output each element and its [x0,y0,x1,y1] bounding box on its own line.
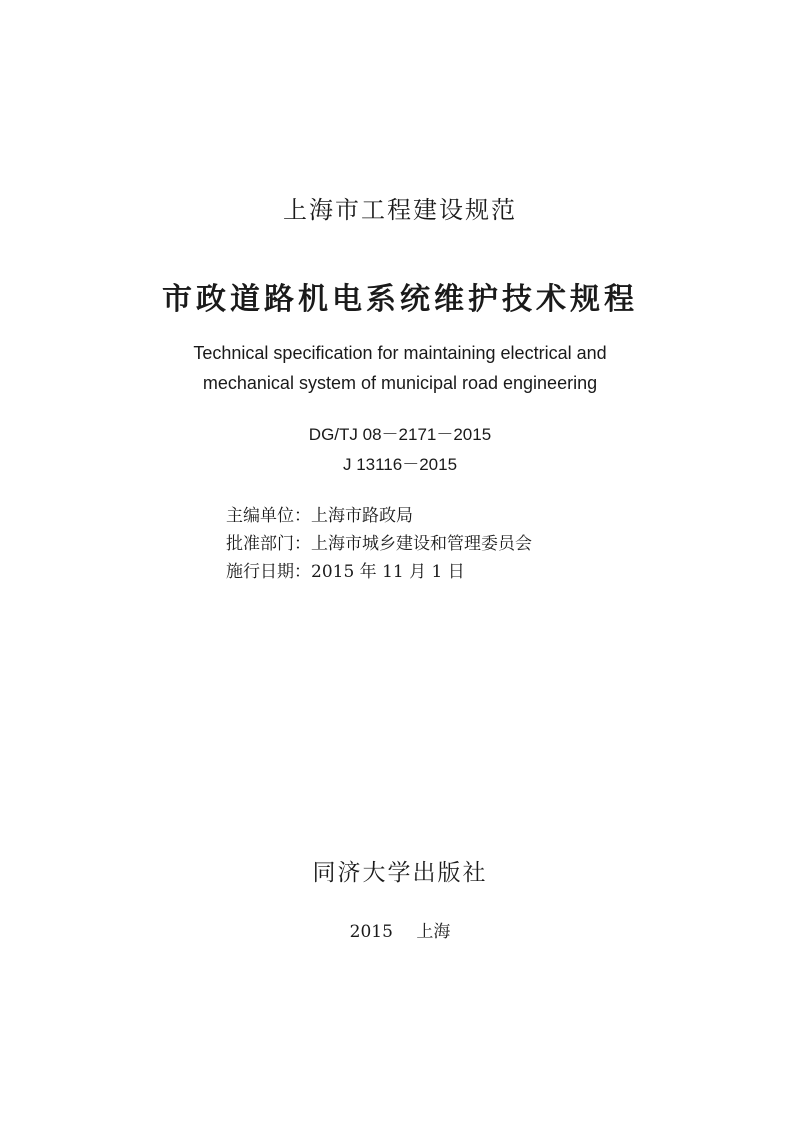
english-title [0,338,800,398]
publication-year-place: 2015 上海 [349,922,451,942]
standard-code-j: J 13116－2015 [342,455,458,474]
chinese-title: 市政道路机电系统维护技术规程 [162,282,638,317]
editor-unit: 主编单位：上海市路政局 [226,506,413,526]
series-title: 上海市工程建设规范 [283,196,517,224]
approving-department: 批准部门：上海市城乡建设和管理委员会 [226,534,532,554]
english-title-line-1: Technical specification for maintaining electrical and [193,343,607,363]
issuance-info [226,502,532,586]
publisher-name: 同济大学出版社 [312,860,488,886]
effective-date: 施行日期：2015 年 11 月 1 日 [226,562,465,582]
english-title-line-2: mechanical system of municipal road engineering [202,373,598,393]
standard-code-dg: DG/TJ 08－2171－2015 [308,425,492,444]
standard-codes [0,420,800,480]
